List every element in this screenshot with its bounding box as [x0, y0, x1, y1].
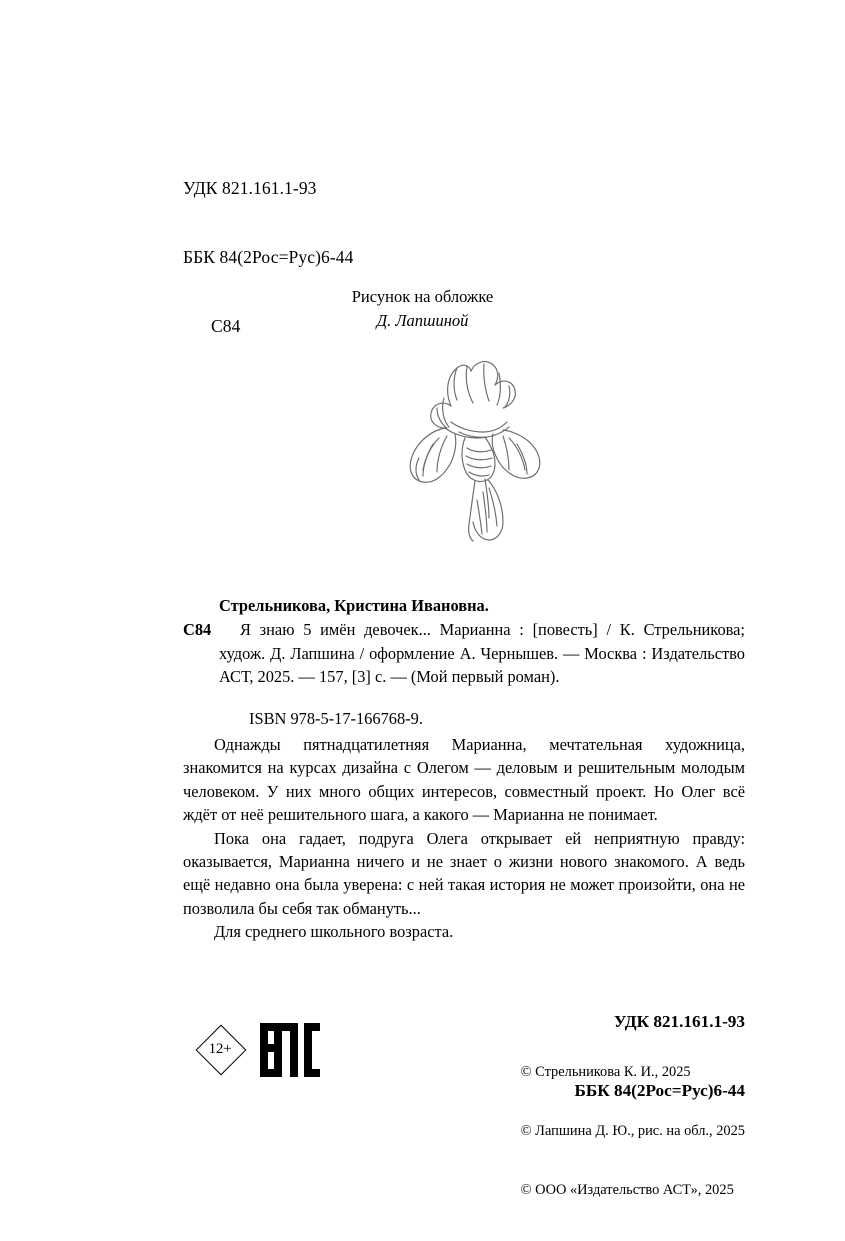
biblio-author: Стрельникова, Кристина Ивановна.	[219, 596, 489, 615]
classification-block-top	[183, 131, 354, 384]
bbk-code-top: ББК 84(2Рос=Рус)6-44	[183, 247, 354, 267]
udk-code-bottom: УДК 821.161.1-93	[613, 1012, 745, 1031]
biblio-description: Я знаю 5 имён девочек... Марианна : [повесть] / К. Стрельникова; худож. Д. Лапшина / оформление А. Чернышев. — Москва : Издательство АСТ, 2025. — 157, [3] с. — (Мой первый роман).	[219, 620, 745, 687]
iris-flower-icon	[389, 348, 559, 543]
copyright-line-publisher: © ООО «Издательство АСТ», 2025	[520, 1181, 734, 1198]
annotation-paragraph-1: Однажды пятнадцатилетняя Марианна, мечтательная художница, знакомится на курсах дизайна с Олегом — деловым и решительным молодым человеком. У них много общих интересов, совместный проект. Но Олег всё ждёт от неё решительного шага, а какого — Марианна не понимает.	[183, 735, 745, 825]
eac-conformity-mark-icon	[258, 1021, 322, 1079]
bibliographic-record	[183, 594, 745, 689]
copyright-line-author: © Стрельникова К. И., 2025	[520, 1064, 691, 1081]
age-rating-badge-icon	[196, 1025, 244, 1073]
udk-code-top: УДК 821.161.1-93	[183, 178, 317, 198]
biblio-shelf-code: С84	[183, 620, 212, 640]
isbn-line: ISBN 978-5-17-166768-9.	[249, 709, 423, 728]
shelf-code-top: С84	[211, 316, 241, 336]
cover-credit	[0, 285, 845, 333]
annotation-block	[183, 733, 745, 944]
annotation-paragraph-2: Пока она гадает, подруга Олега открывает ей неприятную правду: оказывается, Марианна ничего и не знает о жизни нового знакомого. А ведь ещё недавно она была уверена: с ней такая история не может произойти, она не позволила бы себя так обмануть...	[183, 828, 745, 918]
annotation-paragraph-3: Для среднего школьного возраста.	[214, 922, 454, 942]
bbk-code-bottom: ББК 84(2Рос=Рус)6-44	[574, 1081, 745, 1100]
age-rating-label: 12+	[208, 1040, 232, 1057]
cover-credit-artist: Д. Лапшиной	[376, 311, 469, 330]
copyright-block	[521, 1024, 745, 1240]
cover-credit-role: Рисунок на обложке	[351, 287, 494, 306]
biblio-description-wrapper	[183, 618, 745, 688]
copyright-line-illustrator: © Лапшина Д. Ю., рис. на обл., 2025	[520, 1122, 745, 1139]
